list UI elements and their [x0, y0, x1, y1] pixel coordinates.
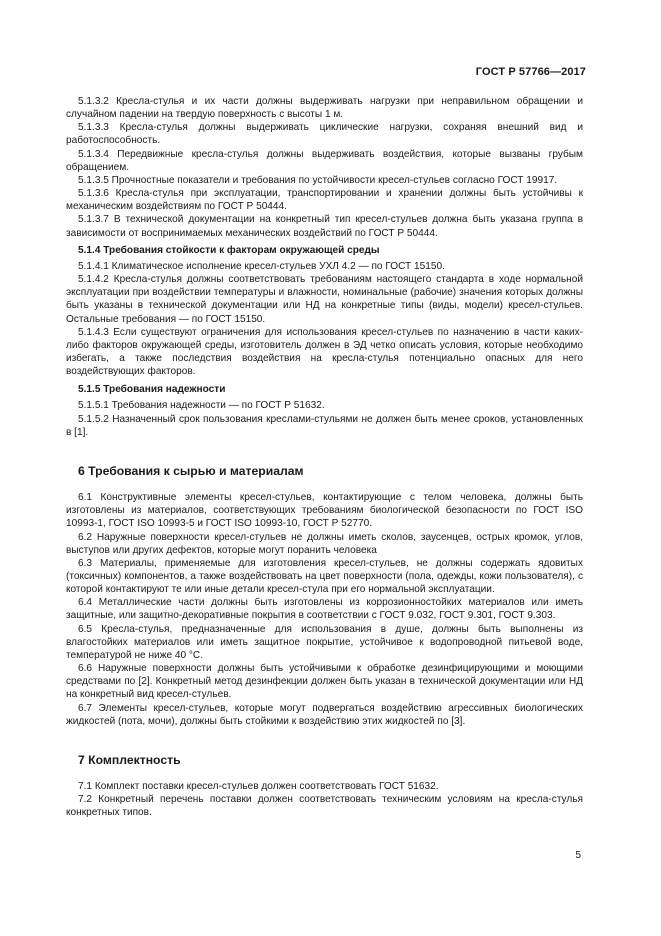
- clause-5-1-4-3: 5.1.4.3 Если существуют ограничения для использования кресел-стульев по назначению в части каких-либо факторов окружающей среды, изготовитель должен в ЭД четко описать условия, которые необходимо избегать, а также последствия воздействия на кресла-стулья потенциально опасных для него воздействующих факторов.: [66, 326, 583, 378]
- document-body: [66, 95, 583, 820]
- section-heading-6: 6 Требования к сырью и материалам: [78, 463, 304, 478]
- clause-6-6: 6.6 Наружные поверхности должны быть устойчивыми к обработке дезинфицирующими и моющими средствами по [2]. Конкретный метод дезинфекции должен быть указан в технической документации или НД на конкретный вид кресел-стульев.: [66, 663, 583, 701]
- clause-5-1-3-4: 5.1.3.4 Передвижные кресла-стулья должны выдерживать воздействия, которые вызваны грубым обращением.: [66, 148, 583, 173]
- clause-7-1: 7.1 Комплект поставки кресел-стульев должен соответствовать ГОСТ 51632.: [78, 781, 439, 793]
- clause-5-1-5-2: 5.1.5.2 Назначенный срок пользования креслами-стульями не должен быть менее сроков, установленных в [1].: [66, 413, 583, 438]
- section-heading-7: 7 Комплектность: [78, 752, 181, 767]
- standard-header: ГОСТ Р 57766—2017: [475, 66, 586, 78]
- clause-6-5: 6.5 Кресла-стулья, предназначенные для использования в душе, должны быть выполнены из влагостойких материалов или иметь защитное покрытие, устойчивое к водопроводной питьевой воде, температурой не ниже 40 °С.: [66, 623, 583, 661]
- clause-6-4: 6.4 Металлические части должны быть изготовлены из коррозионностойких материалов или иметь защитные, или защитно-декоративные покрытия в соответствии с ГОСТ 9.032, ГОСТ 9.301, ГОСТ 9.303.: [66, 597, 583, 622]
- clause-6-3: 6.3 Материалы, применяемые для изготовления кресел-стульев, не должны содержать ядовитых (токсичных) компонентов, а также воздействовать на цвет поверхности (пола, одежды, кожи пользователя), с которой контактируют те или иные детали кресел-стула при его нормальной эксплуатации.: [66, 557, 583, 596]
- clause-7-2: 7.2 Конкретный перечень поставки должен соответствовать техническим условиям на кресла-стулья конкретных типов.: [66, 794, 583, 819]
- clause-5-1-3-3: 5.1.3.3 Кресла-стулья должны выдерживать циклические нагрузки, сохраняя внешний вид и работоспособность.: [66, 122, 583, 147]
- subsection-heading-5-1-5: 5.1.5 Требования надежности: [78, 384, 226, 396]
- clause-5-1-3-7: 5.1.3.7 В технической документации на конкретный тип кресел-стульев должна быть указана группа в зависимости от воспринимаемых механических воздействий по ГОСТ Р 50444.: [66, 214, 583, 239]
- clause-5-1-3-5: 5.1.3.5 Прочностные показатели и требования по устойчивости кресел-стульев согласно ГОСТ 19917.: [78, 174, 558, 186]
- clause-5-1-3-6: 5.1.3.6 Кресла-стулья при эксплуатации, транспортировании и хранении должны быть устойчивы к механическим воздействиям по ГОСТ Р 50444.: [66, 188, 583, 213]
- clause-5-1-4-1: 5.1.4.1 Климатическое исполнение кресел-стульев УХЛ 4.2 — по ГОСТ 15150.: [78, 260, 445, 272]
- clause-6-7: 6.7 Элементы кресел-стульев, которые могут подвергаться воздействию агрессивных биологических жидкостей (пота, мочи), должны быть стойкими к воздействию этих жидкостей по [3].: [66, 702, 583, 727]
- clause-6-1: 6.1 Конструктивные элементы кресел-стульев, контактирующие с телом человека, должны быть изготовлены из материалов, соответствующих требованиям биологической безопасности по ГОСТ ISO 10993-1, ГОСТ ISO 10993-5 и ГОСТ ISO 10993-10, ГОСТ Р 52770.: [66, 492, 583, 530]
- subsection-heading-5-1-4: 5.1.4 Требования стойкости к факторам окружающей среды: [78, 244, 380, 256]
- clause-6-2: 6.2 Наружные поверхности кресел-стульев не должны иметь сколов, заусенцев, острых кромок, углов, выступов или других дефектов, которые могут поранить человека: [66, 531, 583, 556]
- clause-5-1-3-2: 5.1.3.2 Кресла-стулья и их части должны выдерживать нагрузки при неправильном обращении и случайном падении на твердую поверхность с высоты 1 м.: [66, 96, 583, 121]
- clause-5-1-4-2: 5.1.4.2 Кресла-стулья должны соответствовать требованиям настоящего стандарта в ходе нормальной эксплуатации при воздействии температуры и влажности, номинальные (рабочие) значения которых должны быть указаны в технической документации или НД на конкретные типы (виды, модели) кресел-стульев. Остальные требования — по ГОСТ 15150.: [66, 274, 583, 325]
- page-number: 5: [575, 850, 581, 861]
- clause-5-1-5-1: 5.1.5.1 Требования надежности — по ГОСТ Р 51632.: [78, 400, 325, 412]
